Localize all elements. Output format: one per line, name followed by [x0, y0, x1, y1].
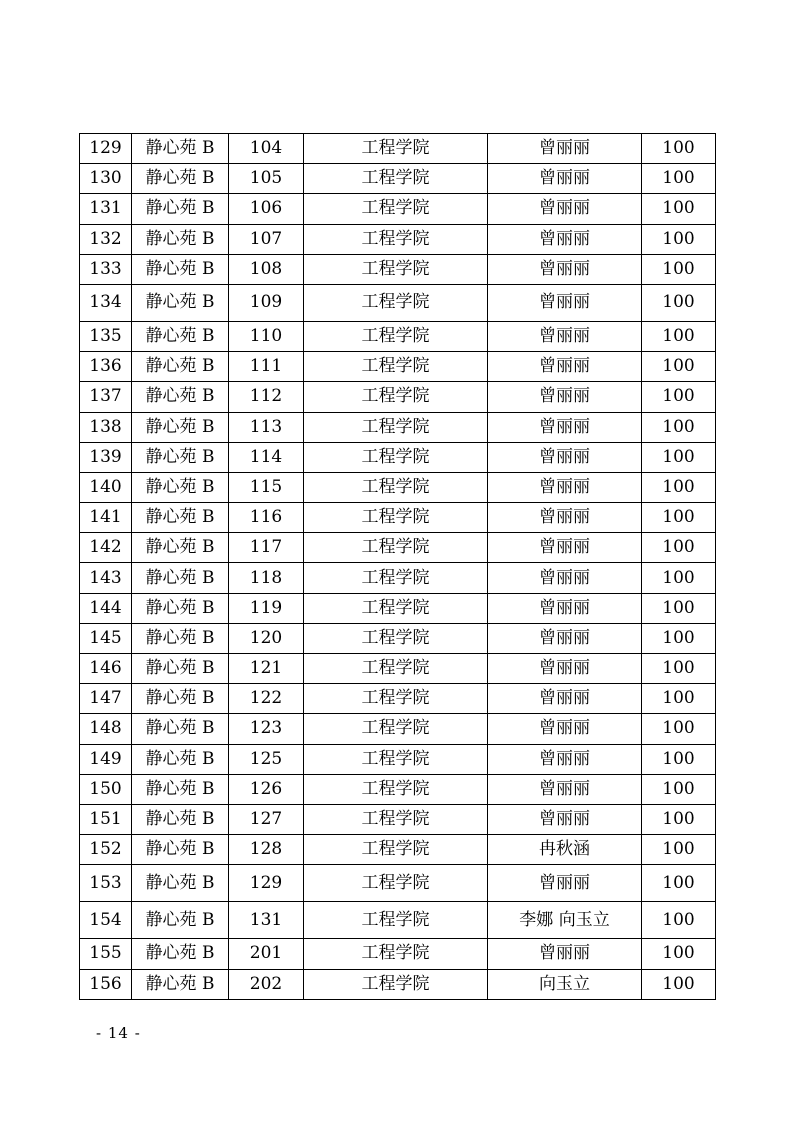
row-number-cell: 148	[80, 714, 132, 744]
score-cell: 100	[642, 939, 716, 969]
building-cell: 静心苑 B	[132, 352, 229, 382]
room-cell: 128	[229, 835, 304, 865]
person-cell: 曾丽丽	[488, 865, 642, 902]
building-cell: 静心苑 B	[132, 744, 229, 774]
college-cell: 工程学院	[304, 412, 488, 442]
row-number-cell: 141	[80, 503, 132, 533]
college-cell: 工程学院	[304, 902, 488, 939]
score-cell: 100	[642, 623, 716, 653]
person-cell: 李娜 向玉立	[488, 902, 642, 939]
table-row	[80, 164, 716, 194]
building-cell: 静心苑 B	[132, 939, 229, 969]
score-cell: 100	[642, 321, 716, 351]
row-number-cell: 144	[80, 593, 132, 623]
college-cell: 工程学院	[304, 654, 488, 684]
building-cell: 静心苑 B	[132, 684, 229, 714]
room-cell: 112	[229, 382, 304, 412]
room-cell: 122	[229, 684, 304, 714]
row-number-cell: 152	[80, 835, 132, 865]
table-row	[80, 593, 716, 623]
score-cell: 100	[642, 503, 716, 533]
person-cell: 曾丽丽	[488, 472, 642, 502]
college-cell: 工程学院	[304, 254, 488, 284]
room-cell: 131	[229, 902, 304, 939]
score-cell: 100	[642, 684, 716, 714]
college-cell: 工程学院	[304, 563, 488, 593]
score-cell: 100	[642, 352, 716, 382]
college-cell: 工程学院	[304, 774, 488, 804]
building-cell: 静心苑 B	[132, 134, 229, 164]
building-cell: 静心苑 B	[132, 382, 229, 412]
table-row	[80, 654, 716, 684]
college-cell: 工程学院	[304, 284, 488, 321]
score-cell: 100	[642, 714, 716, 744]
person-cell: 曾丽丽	[488, 654, 642, 684]
score-cell: 100	[642, 774, 716, 804]
college-cell: 工程学院	[304, 224, 488, 254]
room-cell: 111	[229, 352, 304, 382]
row-number-cell: 143	[80, 563, 132, 593]
person-cell: 曾丽丽	[488, 352, 642, 382]
table-row	[80, 382, 716, 412]
building-cell: 静心苑 B	[132, 969, 229, 999]
row-number-cell: 149	[80, 744, 132, 774]
table-row	[80, 804, 716, 834]
table-row	[80, 744, 716, 774]
college-cell: 工程学院	[304, 714, 488, 744]
building-cell: 静心苑 B	[132, 224, 229, 254]
person-cell: 曾丽丽	[488, 321, 642, 351]
score-cell: 100	[642, 412, 716, 442]
score-cell: 100	[642, 593, 716, 623]
row-number-cell: 131	[80, 194, 132, 224]
building-cell: 静心苑 B	[132, 623, 229, 653]
row-number-cell: 145	[80, 623, 132, 653]
table-row	[80, 563, 716, 593]
building-cell: 静心苑 B	[132, 503, 229, 533]
score-cell: 100	[642, 382, 716, 412]
college-cell: 工程学院	[304, 164, 488, 194]
row-number-cell: 153	[80, 865, 132, 902]
person-cell: 曾丽丽	[488, 194, 642, 224]
room-cell: 117	[229, 533, 304, 563]
row-number-cell: 136	[80, 352, 132, 382]
college-cell: 工程学院	[304, 865, 488, 902]
row-number-cell: 133	[80, 254, 132, 284]
score-cell: 100	[642, 533, 716, 563]
college-cell: 工程学院	[304, 623, 488, 653]
person-cell: 曾丽丽	[488, 503, 642, 533]
row-number-cell: 151	[80, 804, 132, 834]
table-body	[80, 134, 716, 1000]
table-row	[80, 224, 716, 254]
room-cell: 120	[229, 623, 304, 653]
score-cell: 100	[642, 744, 716, 774]
row-number-cell: 155	[80, 939, 132, 969]
person-cell: 曾丽丽	[488, 684, 642, 714]
row-number-cell: 146	[80, 654, 132, 684]
score-cell: 100	[642, 654, 716, 684]
building-cell: 静心苑 B	[132, 804, 229, 834]
college-cell: 工程学院	[304, 472, 488, 502]
row-number-cell: 154	[80, 902, 132, 939]
score-cell: 100	[642, 194, 716, 224]
person-cell: 曾丽丽	[488, 623, 642, 653]
person-cell: 曾丽丽	[488, 134, 642, 164]
table-row	[80, 902, 716, 939]
score-cell: 100	[642, 284, 716, 321]
row-number-cell: 150	[80, 774, 132, 804]
college-cell: 工程学院	[304, 134, 488, 164]
score-cell: 100	[642, 254, 716, 284]
building-cell: 静心苑 B	[132, 472, 229, 502]
building-cell: 静心苑 B	[132, 865, 229, 902]
room-cell: 202	[229, 969, 304, 999]
table-row	[80, 835, 716, 865]
college-cell: 工程学院	[304, 382, 488, 412]
row-number-cell: 156	[80, 969, 132, 999]
building-cell: 静心苑 B	[132, 563, 229, 593]
data-table	[79, 133, 716, 1000]
building-cell: 静心苑 B	[132, 442, 229, 472]
table-row	[80, 412, 716, 442]
room-cell: 123	[229, 714, 304, 744]
room-cell: 106	[229, 194, 304, 224]
college-cell: 工程学院	[304, 352, 488, 382]
room-cell: 118	[229, 563, 304, 593]
row-number-cell: 135	[80, 321, 132, 351]
row-number-cell: 137	[80, 382, 132, 412]
person-cell: 曾丽丽	[488, 254, 642, 284]
person-cell: 曾丽丽	[488, 382, 642, 412]
college-cell: 工程学院	[304, 804, 488, 834]
row-number-cell: 138	[80, 412, 132, 442]
table-row	[80, 939, 716, 969]
room-cell: 115	[229, 472, 304, 502]
score-cell: 100	[642, 804, 716, 834]
building-cell: 静心苑 B	[132, 194, 229, 224]
college-cell: 工程学院	[304, 503, 488, 533]
score-cell: 100	[642, 969, 716, 999]
person-cell: 曾丽丽	[488, 714, 642, 744]
building-cell: 静心苑 B	[132, 321, 229, 351]
building-cell: 静心苑 B	[132, 533, 229, 563]
college-cell: 工程学院	[304, 969, 488, 999]
room-cell: 104	[229, 134, 304, 164]
room-cell: 108	[229, 254, 304, 284]
score-cell: 100	[642, 835, 716, 865]
building-cell: 静心苑 B	[132, 902, 229, 939]
table-row	[80, 533, 716, 563]
room-cell: 107	[229, 224, 304, 254]
score-cell: 100	[642, 224, 716, 254]
college-cell: 工程学院	[304, 194, 488, 224]
person-cell: 曾丽丽	[488, 533, 642, 563]
row-number-cell: 147	[80, 684, 132, 714]
college-cell: 工程学院	[304, 744, 488, 774]
score-cell: 100	[642, 134, 716, 164]
building-cell: 静心苑 B	[132, 254, 229, 284]
person-cell: 曾丽丽	[488, 744, 642, 774]
table-row	[80, 352, 716, 382]
building-cell: 静心苑 B	[132, 835, 229, 865]
room-cell: 121	[229, 654, 304, 684]
person-cell: 曾丽丽	[488, 774, 642, 804]
building-cell: 静心苑 B	[132, 284, 229, 321]
room-cell: 129	[229, 865, 304, 902]
person-cell: 曾丽丽	[488, 563, 642, 593]
room-cell: 109	[229, 284, 304, 321]
room-cell: 114	[229, 442, 304, 472]
person-cell: 曾丽丽	[488, 284, 642, 321]
building-cell: 静心苑 B	[132, 774, 229, 804]
building-cell: 静心苑 B	[132, 593, 229, 623]
person-cell: 冉秋涵	[488, 835, 642, 865]
person-cell: 曾丽丽	[488, 164, 642, 194]
person-cell: 向玉立	[488, 969, 642, 999]
table-row	[80, 684, 716, 714]
table-row	[80, 134, 716, 164]
college-cell: 工程学院	[304, 684, 488, 714]
table-row	[80, 284, 716, 321]
row-number-cell: 140	[80, 472, 132, 502]
building-cell: 静心苑 B	[132, 714, 229, 744]
person-cell: 曾丽丽	[488, 939, 642, 969]
row-number-cell: 134	[80, 284, 132, 321]
college-cell: 工程学院	[304, 593, 488, 623]
room-cell: 201	[229, 939, 304, 969]
person-cell: 曾丽丽	[488, 412, 642, 442]
person-cell: 曾丽丽	[488, 442, 642, 472]
college-cell: 工程学院	[304, 835, 488, 865]
table-row	[80, 774, 716, 804]
score-cell: 100	[642, 865, 716, 902]
room-cell: 110	[229, 321, 304, 351]
table-row	[80, 623, 716, 653]
person-cell: 曾丽丽	[488, 593, 642, 623]
score-cell: 100	[642, 563, 716, 593]
table-row	[80, 321, 716, 351]
table-row	[80, 503, 716, 533]
table-row	[80, 865, 716, 902]
score-cell: 100	[642, 442, 716, 472]
room-cell: 126	[229, 774, 304, 804]
building-cell: 静心苑 B	[132, 654, 229, 684]
college-cell: 工程学院	[304, 442, 488, 472]
page-number: - 14 -	[96, 1024, 141, 1042]
row-number-cell: 130	[80, 164, 132, 194]
building-cell: 静心苑 B	[132, 412, 229, 442]
score-cell: 100	[642, 164, 716, 194]
row-number-cell: 129	[80, 134, 132, 164]
room-cell: 119	[229, 593, 304, 623]
row-number-cell: 139	[80, 442, 132, 472]
room-cell: 113	[229, 412, 304, 442]
table-row	[80, 472, 716, 502]
score-cell: 100	[642, 902, 716, 939]
room-cell: 127	[229, 804, 304, 834]
room-cell: 105	[229, 164, 304, 194]
college-cell: 工程学院	[304, 939, 488, 969]
row-number-cell: 132	[80, 224, 132, 254]
person-cell: 曾丽丽	[488, 224, 642, 254]
room-cell: 125	[229, 744, 304, 774]
table-row	[80, 442, 716, 472]
college-cell: 工程学院	[304, 533, 488, 563]
score-cell: 100	[642, 472, 716, 502]
person-cell: 曾丽丽	[488, 804, 642, 834]
building-cell: 静心苑 B	[132, 164, 229, 194]
table-row	[80, 714, 716, 744]
college-cell: 工程学院	[304, 321, 488, 351]
row-number-cell: 142	[80, 533, 132, 563]
table-row	[80, 969, 716, 999]
room-cell: 116	[229, 503, 304, 533]
table-row	[80, 194, 716, 224]
table-row	[80, 254, 716, 284]
